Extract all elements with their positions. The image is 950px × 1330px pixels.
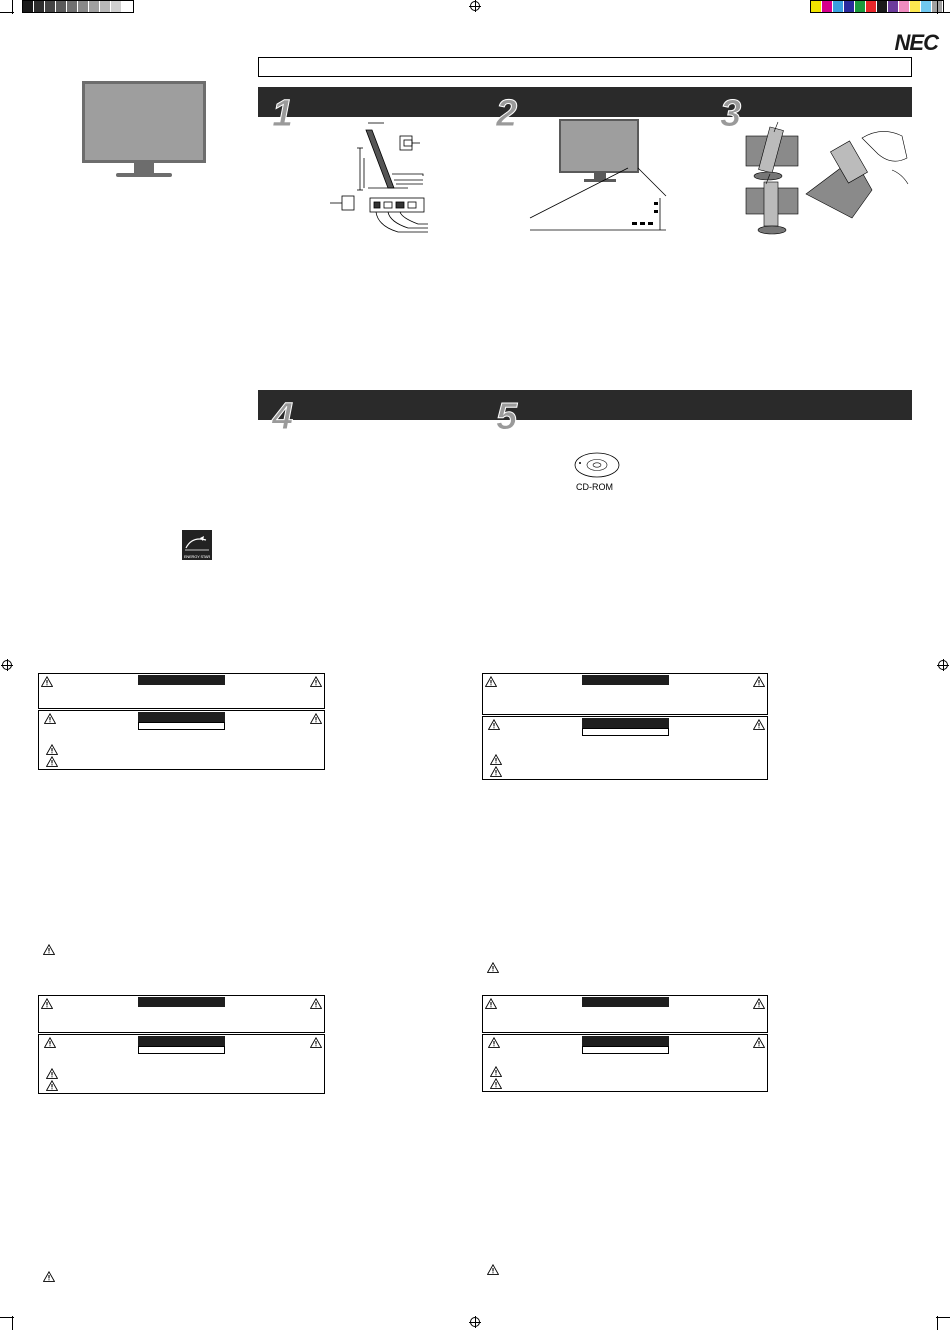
color-swatch [34, 1, 45, 12]
step-number: 3 [720, 93, 742, 135]
warning-icon [490, 1066, 502, 1077]
warning-header [138, 712, 225, 722]
warning-icon [310, 998, 322, 1009]
color-swatch [899, 1, 910, 12]
color-swatch [100, 1, 111, 12]
steps-band-top [258, 87, 912, 117]
color-swatch [877, 1, 888, 12]
color-swatch [45, 1, 56, 12]
warning-icon [487, 962, 499, 973]
step-number: 5 [496, 396, 518, 438]
warning-icon [46, 744, 58, 755]
color-swatch [67, 1, 78, 12]
color-swatch [56, 1, 67, 12]
warning-icon [487, 1264, 499, 1275]
warning-icon [753, 676, 765, 687]
warning-icon [46, 1068, 58, 1079]
warning-header [582, 718, 669, 728]
danger-header [138, 997, 225, 1007]
crop-mark [937, 1316, 938, 1330]
warning-icon [46, 756, 58, 767]
monitor-controls-icon [528, 118, 668, 232]
crop-mark [0, 1317, 14, 1318]
color-swatch [89, 1, 100, 12]
warning-header [582, 1036, 669, 1046]
danger-header [582, 997, 669, 1007]
warning-icon [490, 1078, 502, 1089]
crop-mark [0, 12, 14, 13]
color-swatch [866, 1, 877, 12]
color-swatch [78, 1, 89, 12]
color-swatch [122, 1, 133, 12]
warning-icon [485, 676, 497, 687]
warning-icon [753, 1037, 765, 1048]
danger-header [582, 675, 669, 685]
color-swatch [910, 1, 921, 12]
color-swatch [811, 1, 822, 12]
color-bar [810, 0, 944, 13]
color-swatch [844, 1, 855, 12]
caution-subheader [138, 1046, 225, 1054]
registration-mark-icon [470, 1, 480, 11]
registration-mark-icon [938, 660, 948, 670]
color-swatch [833, 1, 844, 12]
steps-band-bottom [258, 390, 912, 420]
color-swatch [111, 1, 122, 12]
warning-icon [310, 1037, 322, 1048]
brand-logo: NEC [894, 30, 938, 55]
warning-icon [41, 676, 53, 687]
step-number: 1 [272, 93, 294, 135]
document-title-box [258, 57, 912, 77]
warning-icon [488, 1037, 500, 1048]
crop-mark [936, 1317, 950, 1318]
color-swatch [23, 1, 34, 12]
energy-star-logo [182, 530, 212, 560]
warning-icon [485, 998, 497, 1009]
step-number: 4 [272, 396, 294, 438]
caution-subheader [138, 722, 225, 730]
warning-icon [753, 998, 765, 1009]
warning-icon [310, 713, 322, 724]
warning-icon [43, 1271, 55, 1282]
color-swatch [888, 1, 899, 12]
warning-icon [488, 719, 500, 730]
caution-subheader [582, 1046, 669, 1054]
warning-header [138, 1036, 225, 1046]
warning-icon [46, 1080, 58, 1091]
registration-mark-icon [2, 660, 12, 670]
warning-icon [44, 1037, 56, 1048]
warning-icon [490, 754, 502, 765]
crop-mark [12, 1316, 13, 1330]
crop-mark [936, 12, 950, 13]
registration-mark-icon [470, 1317, 480, 1327]
warning-icon [44, 713, 56, 724]
connection-diagram-icon [328, 118, 430, 236]
step-number: 2 [496, 93, 518, 135]
warning-icon [490, 766, 502, 777]
grayscale-bar [22, 0, 134, 13]
cd-rom-label: CD-ROM [576, 482, 613, 492]
color-swatch [855, 1, 866, 12]
color-swatch [921, 1, 932, 12]
warning-icon [753, 719, 765, 730]
warning-icon [310, 676, 322, 687]
cd-rom-icon [574, 452, 620, 478]
warning-icon [41, 998, 53, 1009]
caution-subheader [582, 728, 669, 736]
energy-star-label: ENERGY STAR [183, 554, 211, 559]
color-swatch [822, 1, 833, 12]
stand-adjust-icon [742, 118, 912, 236]
warning-icon [43, 944, 55, 955]
danger-header [138, 675, 225, 685]
